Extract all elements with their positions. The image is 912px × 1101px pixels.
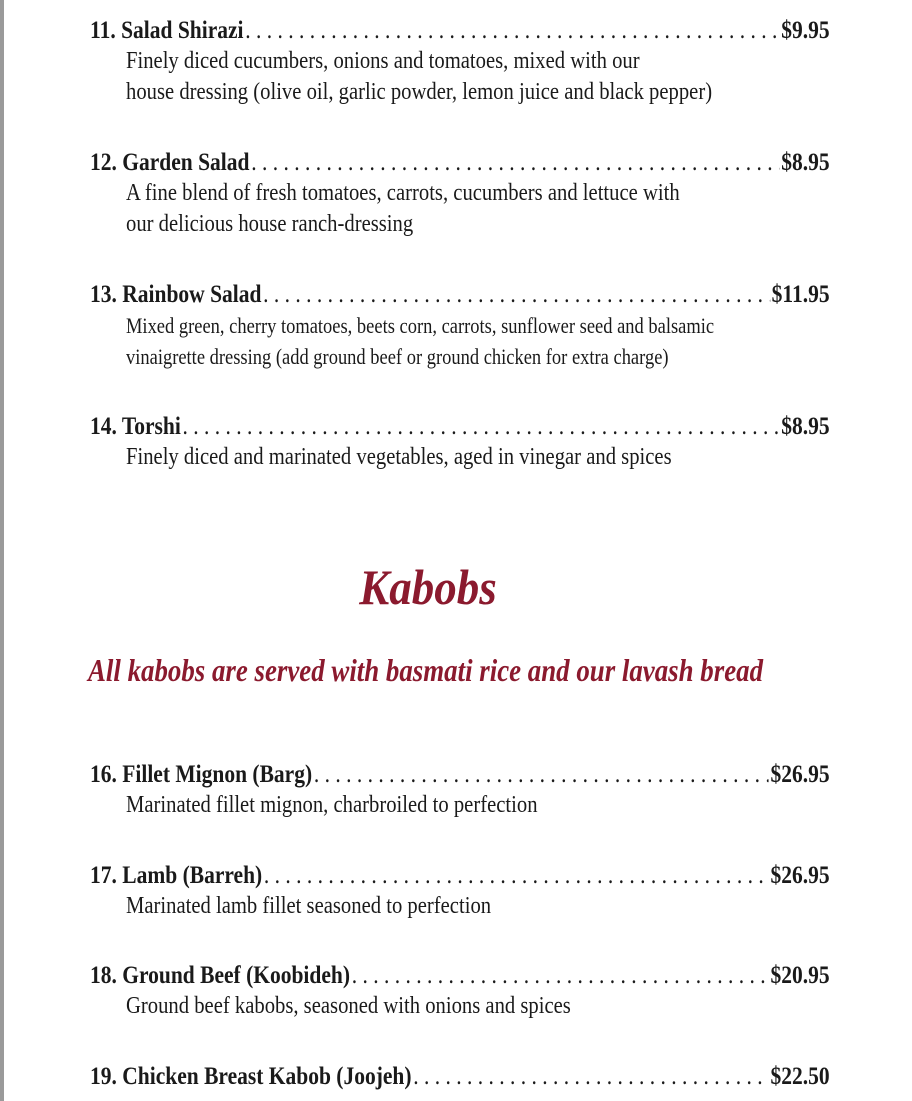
menu-item-ground-beef: [90, 961, 830, 1022]
item-number: 17.: [90, 862, 117, 889]
item-price: $22.50: [770, 1063, 830, 1090]
item-price: $8.95: [781, 149, 830, 176]
item-price: $8.95: [781, 413, 830, 440]
item-number: 16.: [90, 761, 117, 788]
dot-leader: [314, 760, 769, 790]
item-name: Rainbow Salad: [122, 281, 262, 308]
item-price: $9.95: [781, 17, 830, 44]
item-price: $11.95: [771, 281, 830, 308]
item-number: 11.: [90, 17, 116, 44]
dot-leader: [251, 148, 779, 178]
item-description-line: A fine blend of fresh tomatoes, carrots, cucumbers and lettuce with: [126, 180, 680, 206]
menu-item-header: [90, 16, 830, 46]
item-description-line: Finely diced cucumbers, onions and tomatoes, mixed with our: [126, 48, 640, 74]
section-title-kabobs: Kabobs: [359, 559, 497, 615]
menu-item-header: [90, 760, 830, 790]
item-description-line: Marinated fillet mignon, charbroiled to perfection: [126, 792, 538, 818]
item-name: Garden Salad: [122, 149, 250, 176]
menu-item-header: [90, 861, 830, 891]
item-description-line: vinaigrette dressing (add ground beef or ground chicken for extra charge): [126, 344, 669, 369]
item-price: $26.95: [770, 862, 830, 889]
item-description-line: Finely diced and marinated vegetables, aged in vinegar and spices: [126, 444, 672, 470]
item-description-line: Ground beef kabobs, seasoned with onions and spices: [126, 993, 571, 1019]
dot-leader: [245, 16, 779, 46]
menu-item-garden-salad: [90, 148, 830, 240]
menu-item-header: [90, 412, 830, 442]
dot-leader: [413, 1062, 769, 1092]
menu-item-rainbow-salad: [90, 280, 830, 372]
item-number: 14.: [90, 413, 117, 440]
item-description-line: our delicious house ranch-dressing: [126, 211, 414, 237]
menu-item-chicken-breast: [90, 1062, 830, 1092]
item-number: 12.: [90, 149, 117, 176]
dot-leader: [352, 961, 769, 991]
item-price: $26.95: [770, 761, 830, 788]
item-name: Torshi: [121, 413, 181, 440]
menu-item-fillet-mignon: [90, 760, 830, 821]
item-name: Ground Beef (Koobideh): [122, 962, 351, 989]
item-description-line: house dressing (olive oil, garlic powder, lemon juice and black pepper): [126, 79, 713, 105]
item-name: Chicken Breast Kabob (Joojeh): [122, 1063, 412, 1090]
item-number: 19.: [90, 1063, 117, 1090]
item-number: 18.: [90, 962, 117, 989]
menu-item-header: [90, 961, 830, 991]
item-price: $20.95: [770, 962, 830, 989]
dot-leader: [263, 280, 770, 310]
item-number: 13.: [90, 281, 117, 308]
section-subtitle: All kabobs are served with basmati rice and our lavash bread: [88, 652, 764, 688]
item-description-line: Mixed green, cherry tomatoes, beets corn, carrots, sunflower seed and balsamic: [126, 313, 715, 338]
dot-leader: [183, 412, 780, 442]
menu-item-salad-shirazi: [90, 16, 830, 108]
menu-item-header: [90, 1062, 830, 1092]
item-name: Fillet Mignon (Barg): [122, 761, 313, 788]
item-name: Lamb (Barreh): [122, 862, 263, 889]
menu-item-header: [90, 280, 830, 310]
menu-item-header: [90, 148, 830, 178]
menu-item-torshi: [90, 412, 830, 473]
item-description-line: Marinated lamb fillet seasoned to perfection: [126, 893, 492, 919]
menu-item-lamb: [90, 861, 830, 922]
item-name: Salad Shirazi: [121, 17, 244, 44]
dot-leader: [264, 861, 769, 891]
